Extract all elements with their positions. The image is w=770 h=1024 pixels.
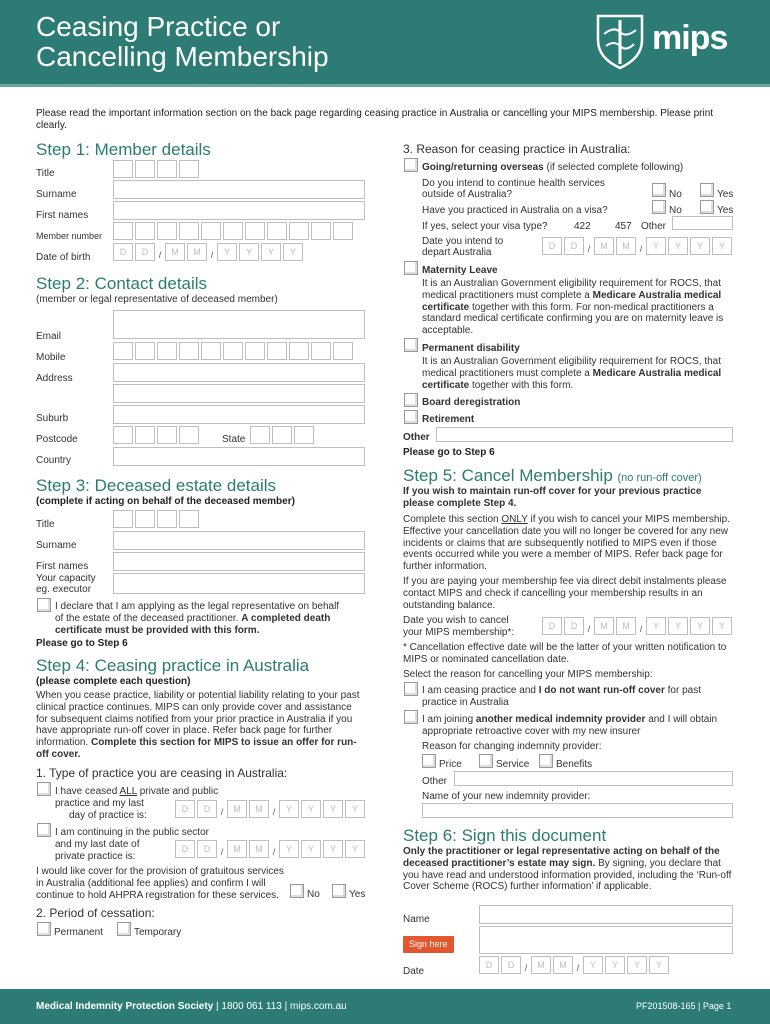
declare-text-1: I declare that I am applying as the legal representative on behalf — [55, 601, 340, 612]
mobile-field[interactable] — [113, 342, 353, 360]
services-yes-checkbox[interactable] — [700, 183, 714, 197]
state-field[interactable] — [250, 426, 314, 444]
permanent-checkbox[interactable] — [37, 922, 51, 936]
step4-subtitle: (please complete each question) — [36, 676, 191, 687]
continuing-public-text-2: and my last date of — [55, 839, 140, 850]
title-line-2: Cancelling Membership — [36, 40, 329, 72]
visa-other-field[interactable] — [672, 216, 733, 230]
declare-text-2: of the estate of the deceased practitioner. A completed death — [55, 613, 331, 624]
services-question-2: outside of Australia? — [422, 189, 513, 200]
declare-text-3: certificate must be provided with this form. — [55, 625, 260, 636]
visa-type-label: If yes, select your visa type? — [422, 221, 548, 232]
cancel-date-label-2: your MIPS membership*: — [403, 627, 515, 638]
visa-457-option[interactable]: 457 — [615, 221, 632, 232]
step3-subtitle: (complete if acting on behalf of the deceased member) — [36, 496, 295, 507]
service-label: Service — [496, 759, 530, 770]
member-number-label: Member number — [36, 231, 103, 241]
no-runoff-text: I am ceasing practice and I do not want run-off cover for past practice in Australia — [422, 685, 701, 708]
temporary-label: Temporary — [134, 927, 182, 938]
title-line-1: Ceasing Practice or — [36, 11, 281, 42]
continuing-public-checkbox[interactable] — [37, 823, 51, 837]
email-label: Email — [36, 331, 62, 342]
ceased-all-text-2: practice and my last — [55, 798, 144, 809]
capacity-example: eg. executor — [36, 584, 92, 595]
country-label: Country — [36, 455, 72, 466]
services-no-label: No — [669, 189, 682, 200]
step5-p2: If you are paying your membership fee via direct debit instalments please contact MIPS and check if cancelling your membership results in an outstanding balance. — [403, 576, 727, 611]
sign-date-label: Date — [403, 966, 425, 977]
services-no-checkbox[interactable] — [652, 183, 666, 197]
step3-goto: Please go to Step 6 — [36, 638, 128, 649]
step5-title: Step 5: Cancel Membership (no run-off cover) — [403, 466, 702, 485]
address-label: Address — [36, 373, 73, 384]
q1-heading: 1. Type of practice you are ceasing in Australia: — [36, 766, 288, 780]
ceased-all-text-3: day of practice is: — [69, 810, 147, 821]
sign-date[interactable]: D D / M M / Y Y Y Y — [479, 956, 669, 974]
step3-title: Step 3: Deceased estate details — [36, 476, 277, 495]
cancel-reason-heading: Select the reason for cancelling your MIPS membership: — [403, 669, 653, 680]
services-yes-label: Yes — [717, 189, 734, 200]
maternity-text: It is an Australian Government eligibility requirement for ROCS, that medical practitioners must complete a Medicare Australia medical certificate together with this form. For non-medical practitioners a standard medical certificate confirming you are on maternity leave is acceptable. — [422, 278, 724, 337]
deceased-surname-label: Surname — [36, 540, 77, 551]
services-question: Do you intend to continue health services — [422, 178, 605, 189]
deceased-first-names-field[interactable] — [113, 552, 365, 571]
postcode-label: Postcode — [36, 434, 78, 445]
new-provider-field[interactable] — [422, 803, 733, 818]
step1-title: Step 1: Member details — [36, 140, 211, 159]
new-provider-text: I am joining another medical indemnity provider and I will obtain appropriate retroactive cover with my new insurer — [422, 714, 718, 737]
first-names-field[interactable] — [113, 201, 365, 220]
disability-text: It is an Australian Government eligibility requirement for ROCS, that medical practitioners must complete a Medicare Australia medical certificate together with this form. — [422, 356, 722, 391]
visa-yes-checkbox[interactable] — [700, 200, 714, 214]
benefits-checkbox[interactable] — [539, 754, 553, 768]
mobile-label: Mobile — [36, 352, 66, 363]
permanent-label: Permanent — [54, 927, 103, 938]
shield-icon — [594, 12, 646, 70]
surname-label: Surname — [36, 189, 77, 200]
deceased-surname-field[interactable] — [113, 531, 365, 550]
mips-logo — [594, 12, 744, 70]
footer-page: PF201508-165 | Page 1 — [636, 1001, 732, 1011]
cancel-date-label: Date you wish to cancel — [403, 615, 509, 626]
overseas-label: Going/returning overseas (if selected complete following) — [422, 162, 684, 173]
maternity-label: Maternity Leave — [422, 265, 498, 276]
depart-label-2: depart Australia — [422, 247, 492, 258]
visa-other-label: Other — [641, 221, 667, 232]
overseas-checkbox[interactable] — [404, 158, 418, 172]
maternity-checkbox[interactable] — [404, 261, 418, 275]
retirement-checkbox[interactable] — [404, 410, 418, 424]
visa-question: Have you practiced in Australia on a visa? — [422, 205, 608, 216]
service-checkbox[interactable] — [479, 754, 493, 768]
depart-date[interactable]: D D / M M / Y Y Y Y — [542, 237, 732, 255]
footer-bar — [0, 989, 770, 1024]
capacity-field[interactable] — [113, 573, 365, 594]
address-field-1[interactable] — [113, 363, 365, 382]
board-label: Board deregistration — [422, 397, 521, 408]
private-practice-date[interactable]: D D / M M / Y Y Y Y — [175, 840, 365, 858]
new-provider-checkbox[interactable] — [404, 710, 418, 724]
postcode-field[interactable] — [113, 426, 199, 444]
signature-field[interactable] — [479, 926, 733, 954]
new-provider-label: Name of your new indemnity provider: — [422, 791, 591, 802]
deceased-title-label: Title — [36, 519, 55, 530]
step6-title: Step 6: Sign this document — [403, 826, 607, 845]
footer-org: Medical Indemnity Protection Society | 1800 061 113 | mips.com.au — [36, 1001, 347, 1012]
gratuitous-yes-label: Yes — [349, 889, 366, 900]
visa-no-label: No — [669, 205, 682, 216]
sign-name-label: Name — [403, 914, 430, 925]
deceased-first-names-label: First names — [36, 561, 89, 572]
header-divider — [0, 84, 770, 87]
step4-body: When you cease practice, liability or potential liability relating to your past clinical practice continues. MIPS can only provide cover and assistance for subsequent claims notified from your prior practice in Australia if you have appropriate run-off cover in place. Refer back page for further information. Complete this section for MIPS to issue an offer for run-off cover. — [36, 690, 360, 760]
board-checkbox[interactable] — [404, 393, 418, 407]
gratuitous-yes-checkbox[interactable] — [332, 884, 346, 898]
state-label: State — [222, 434, 246, 445]
sign-here-tag: Sign here — [403, 936, 454, 953]
step4-title: Step 4: Ceasing practice in Australia — [36, 656, 310, 675]
changing-label: Reason for changing indemnity provider: — [422, 741, 602, 752]
price-label: Price — [439, 759, 462, 770]
depart-label: Date you intend to — [422, 236, 504, 247]
provider-other-field[interactable] — [454, 771, 733, 786]
suburb-label: Suburb — [36, 413, 69, 424]
no-runoff-checkbox[interactable] — [404, 682, 418, 696]
cancel-note: * Cancellation effective date will be the latter of your written notification to MIPS or nominated cancellation date. — [403, 642, 727, 665]
logo-text: mips — [652, 19, 728, 57]
country-field[interactable] — [113, 447, 365, 466]
reason-other-field[interactable] — [436, 427, 733, 442]
capacity-label: Your capacity — [36, 573, 96, 584]
visa-no-checkbox[interactable] — [652, 200, 666, 214]
declare-checkbox[interactable] — [37, 598, 51, 612]
gratuitous-no-label: No — [307, 889, 320, 900]
disability-label: Permanent disability — [422, 343, 520, 354]
ceased-all-checkbox[interactable] — [37, 782, 51, 796]
gratuitous-text: I would like cover for the provision of gratuitous services in Australia (additional fee applies) and confirm I will continue to hold AHPRA registration for these services. — [36, 866, 284, 901]
step2-title: Step 2: Contact details — [36, 274, 208, 293]
address-field-2[interactable] — [113, 384, 365, 403]
continuing-public-text-3: private practice is: — [55, 851, 136, 862]
continuing-public-text: I am continuing in the public sector — [55, 827, 209, 838]
benefits-label: Benefits — [556, 759, 593, 770]
deceased-title-field[interactable] — [113, 510, 199, 528]
q2-heading: 2. Period of cessation: — [36, 906, 155, 920]
cancel-date[interactable]: D D / M M / Y Y Y Y — [542, 617, 732, 635]
temporary-checkbox[interactable] — [117, 922, 131, 936]
sign-name-field[interactable] — [479, 905, 733, 924]
step6-text: Only the practitioner or legal representative acting on behalf of the deceased practitioner’s estate may sign. By signing, you declare that you have read and understood information provided, including the ‘Run-off Cover Scheme (ROCS) further information’ if applicable. — [403, 846, 732, 893]
reason-goto: Please go to Step 6 — [403, 447, 495, 458]
ceased-all-date[interactable]: D D / M M / Y Y Y Y — [175, 800, 365, 818]
member-number-field[interactable] — [113, 222, 353, 240]
disability-checkbox[interactable] — [404, 338, 418, 352]
ceased-all-text: I have ceased ALL private and public — [55, 786, 219, 797]
page-title — [36, 12, 456, 71]
dob-field[interactable]: D D / M M / Y Y Y Y — [113, 243, 303, 261]
reason-other-label: Other — [403, 432, 430, 443]
intro-text: Please read the important information section on the back page regarding ceasing practice in Australia or cancelling your MIPS membership. Please print clearly. — [36, 108, 714, 131]
dob-label: Date of birth — [36, 252, 91, 263]
surname-field[interactable] — [113, 180, 365, 199]
retirement-label: Retirement — [422, 414, 475, 425]
step2-subtitle: (member or legal representative of deceased member) — [36, 294, 278, 305]
visa-yes-label: Yes — [717, 205, 734, 216]
member-title-field[interactable] — [113, 160, 199, 178]
gratuitous-no-checkbox[interactable] — [290, 884, 304, 898]
title-label: Title — [36, 168, 55, 179]
price-checkbox[interactable] — [422, 754, 436, 768]
email-field[interactable] — [113, 310, 365, 339]
visa-422-option[interactable]: 422 — [574, 221, 591, 232]
provider-other-label: Other — [422, 776, 448, 787]
first-names-label: First names — [36, 210, 89, 221]
reason-heading: 3. Reason for ceasing practice in Australia: — [403, 142, 631, 156]
step5-p1: Complete this section ONLY if you wish to cancel your MIPS membership. Effective your cancellation date you will no longer be covered for any new incidents or claims that are subsequently notified to MIPS even if those events occurred while you were a member of MIPS. Refer back page for further information. — [403, 514, 731, 573]
suburb-field[interactable] — [113, 405, 365, 424]
step5-lead: If you wish to maintain run-off cover for your previous practice please complete Step 4. — [403, 486, 702, 509]
